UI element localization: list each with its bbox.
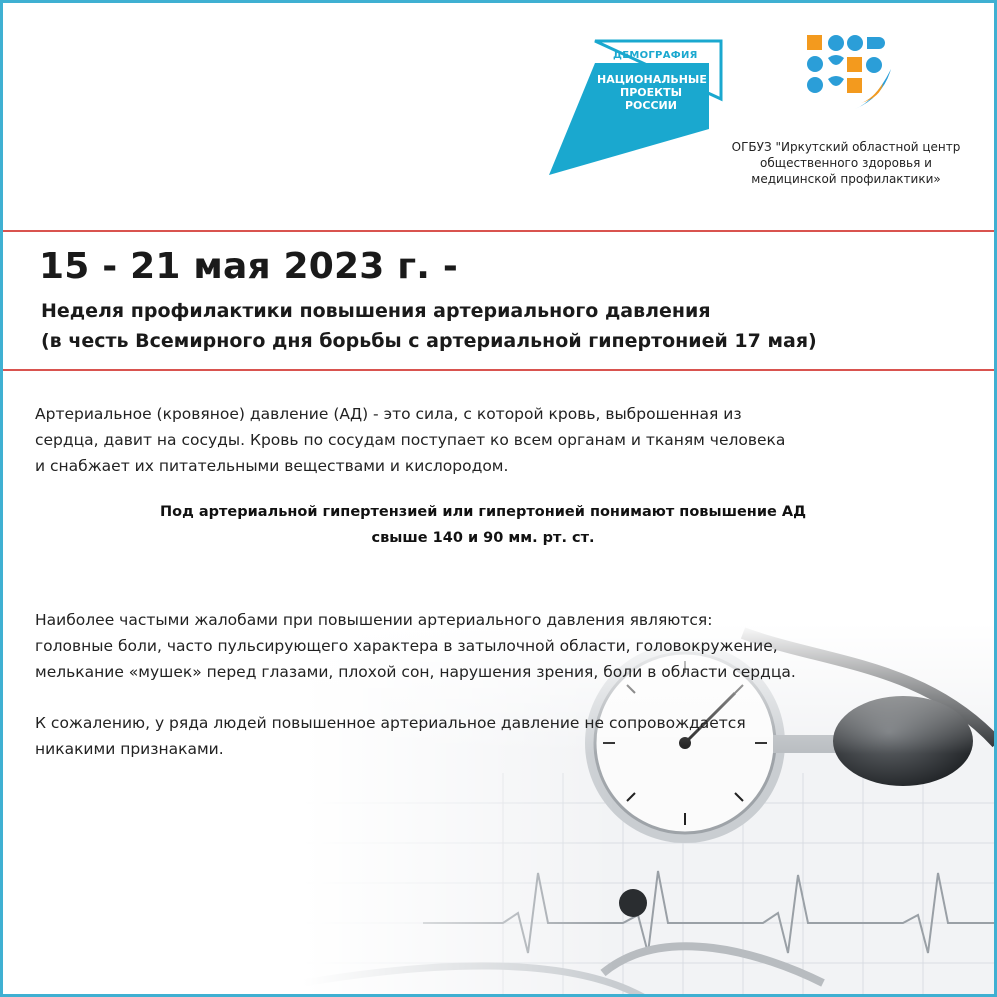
np-line-2: ПРОЕКТЫ <box>619 86 683 99</box>
p3-line-3: мелькание «мушек» перед глазами, плохой сон, нарушения зрения, боли в области сердца. <box>35 663 796 681</box>
divider-top <box>3 230 997 232</box>
center-caption-line-3: медицинской профилактики» <box>751 172 941 186</box>
paragraph-hypertension <box>43 499 923 551</box>
p4-line-2: никакими признаками. <box>35 740 224 758</box>
p2-line-1: Под артериальной гипертензией или гипертонией понимают повышение АД <box>160 504 806 520</box>
p1-line-1: Артериальное (кровяное) давление (АД) - это сила, с которой кровь, выброшенная из <box>35 405 742 423</box>
center-caption-line-1: ОГБУЗ "Иркутский областной центр <box>731 140 961 154</box>
national-projects-logo <box>547 37 727 177</box>
p2-line-2: свыше 140 и 90 мм. рт. ст. <box>371 530 595 546</box>
page-title: 15 - 21 мая 2023 г. - <box>39 246 458 287</box>
p1-line-2: сердца, давит на сосуды. Кровь по сосудам поступает ко всем органам и тканям человека <box>35 431 786 449</box>
center-caption-line-2: общественного здоровья и <box>760 156 932 170</box>
center-caption <box>715 139 977 187</box>
np-title <box>597 73 705 112</box>
p4-line-1: К сожалению, у ряда людей повышенное артериальное давление не сопровождается <box>35 714 746 732</box>
paragraph-definition <box>35 401 965 479</box>
paragraph-complaints <box>35 607 975 685</box>
np-line-1: НАЦИОНАЛЬНЫЕ <box>597 73 707 86</box>
p1-line-3: и снабжает их питательными веществами и кислородом. <box>35 457 509 475</box>
p3-line-1: Наиболее частыми жалобами при повышении артериального давления являются: <box>35 611 713 629</box>
subtitle-line-2: (в честь Всемирного дня борьбы с артериальной гипертонией 17 мая) <box>41 330 817 352</box>
divider-bottom <box>3 369 997 371</box>
center-logo <box>805 33 895 113</box>
subtitle-line-1: Неделя профилактики повышения артериального давления <box>41 300 711 322</box>
np-line-3: РОССИИ <box>625 99 677 112</box>
paragraph-no-symptoms <box>35 710 965 762</box>
p3-line-2: головные боли, часто пульсирующего характера в затылочной области, головокружение, <box>35 637 778 655</box>
np-top-label: ДЕМОГРАФИЯ <box>613 50 698 61</box>
page-subtitle <box>41 296 817 356</box>
center-logo-icon <box>805 33 895 113</box>
